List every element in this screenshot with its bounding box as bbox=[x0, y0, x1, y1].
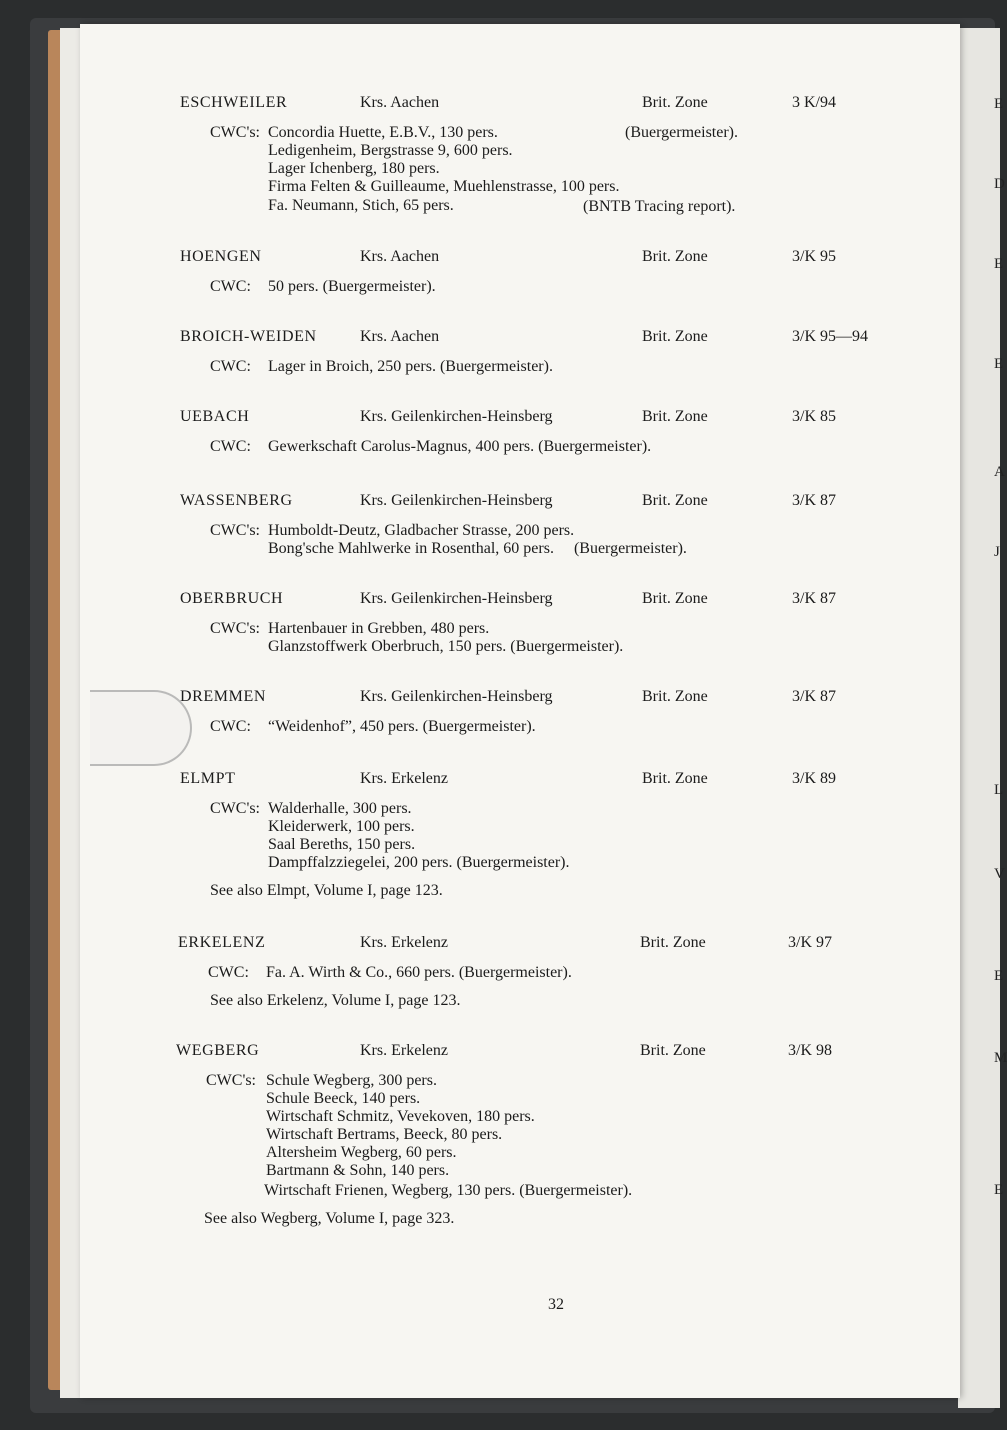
edge-letter: E bbox=[994, 256, 1004, 272]
grid-ref: 3/K 87 bbox=[792, 590, 836, 607]
town-name: BROICH-WEIDEN bbox=[180, 328, 317, 345]
zone: Brit. Zone bbox=[642, 328, 708, 345]
edge-letter: L bbox=[994, 782, 1004, 798]
cwc-label: CWC: bbox=[210, 438, 251, 455]
grid-ref: 3/K 97 bbox=[788, 934, 832, 951]
camp-line: Schule Beeck, 140 pers. bbox=[266, 1090, 421, 1107]
town-name: UEBACH bbox=[180, 408, 250, 425]
grid-ref: 3/K 89 bbox=[792, 770, 836, 787]
camp-line: Altersheim Wegberg, 60 pers. bbox=[266, 1144, 457, 1161]
zone: Brit. Zone bbox=[642, 94, 708, 111]
entry-hoengen bbox=[80, 248, 960, 295]
camp-line: Firma Felten & Guilleaume, Muehlenstrasse, 100 pers. bbox=[268, 178, 620, 195]
grid-ref: 3/K 87 bbox=[792, 492, 836, 509]
cwc-label: CWC: bbox=[208, 964, 249, 981]
camp-line: Gewerkschaft Carolus-Magnus, 400 pers. (Buergermeister). bbox=[268, 438, 652, 455]
zone: Brit. Zone bbox=[642, 408, 708, 425]
entry-wassenberg bbox=[80, 492, 960, 557]
grid-ref: 3/K 87 bbox=[792, 688, 836, 705]
zone: Brit. Zone bbox=[642, 770, 708, 787]
source-note: (Buergermeister). bbox=[625, 124, 738, 141]
camp-line: Wirtschaft Bertrams, Beeck, 80 pers. bbox=[266, 1126, 503, 1143]
camp-line: Walderhalle, 300 pers. bbox=[268, 800, 412, 817]
entry-dremmen bbox=[80, 688, 960, 735]
entry-wegberg bbox=[80, 1042, 960, 1227]
cwc-label: CWC's: bbox=[206, 1072, 256, 1089]
grid-ref: 3/K 98 bbox=[788, 1042, 832, 1059]
kreis: Krs. Aachen bbox=[360, 94, 440, 111]
paper-clip bbox=[90, 690, 192, 766]
document-page bbox=[80, 24, 960, 1398]
camp-line: Hartenbauer in Grebben, 480 pers. bbox=[268, 620, 490, 637]
zone: Brit. Zone bbox=[640, 934, 706, 951]
camp-line: Lager Ichenberg, 180 pers. bbox=[268, 160, 440, 177]
camp-line: “Weidenhof”, 450 pers. (Buergermeister). bbox=[268, 718, 536, 735]
entry-oberbruch bbox=[80, 590, 960, 655]
town-name: OBERBRUCH bbox=[180, 590, 284, 607]
camp-line: Ledigenheim, Bergstrasse 9, 600 pers. bbox=[268, 142, 513, 159]
entry-elmpt bbox=[80, 770, 960, 899]
zone: Brit. Zone bbox=[642, 688, 708, 705]
kreis: Krs. Geilenkirchen-Heinsberg bbox=[360, 408, 553, 425]
cwc-label: CWC's: bbox=[210, 124, 260, 141]
camp-line: Glanzstoffwerk Oberbruch, 150 pers. (Buergermeister). bbox=[268, 638, 624, 655]
entry-broich-weiden bbox=[80, 328, 960, 375]
town-name: WASSENBERG bbox=[180, 492, 293, 509]
edge-letter: E bbox=[994, 968, 1004, 984]
camp-line: Saal Bereths, 150 pers. bbox=[268, 836, 416, 853]
entry-erkelenz bbox=[80, 934, 960, 1009]
grid-ref: 3/K 85 bbox=[792, 408, 836, 425]
source-note: (BNTB Tracing report). bbox=[583, 198, 736, 215]
town-name: ESCHWEILER bbox=[180, 94, 288, 111]
see-also: See also Elmpt, Volume I, page 123. bbox=[210, 882, 443, 899]
town-name: ERKELENZ bbox=[178, 934, 266, 951]
zone: Brit. Zone bbox=[642, 248, 708, 265]
entry-eschweiler bbox=[80, 94, 960, 215]
cwc-label: CWC: bbox=[210, 718, 251, 735]
kreis: Krs. Geilenkirchen-Heinsberg bbox=[360, 590, 553, 607]
cwc-label: CWC: bbox=[210, 358, 251, 375]
cwc-label: CWC's: bbox=[210, 800, 260, 817]
camp-line: Wirtschaft Frienen, Wegberg, 130 pers. (Buergermeister). bbox=[264, 1182, 633, 1199]
town-name: WEGBERG bbox=[176, 1042, 260, 1059]
camp-line: Kleiderwerk, 100 pers. bbox=[268, 818, 415, 835]
edge-letter: D bbox=[994, 176, 1005, 192]
camp-line: Fa. Neumann, Stich, 65 pers. bbox=[268, 197, 454, 214]
kreis: Krs. Erkelenz bbox=[360, 770, 448, 787]
camp-line: 50 pers. (Buergermeister). bbox=[268, 278, 436, 295]
grid-ref: 3/K 95 bbox=[792, 248, 836, 265]
kreis: Krs. Aachen bbox=[360, 248, 440, 265]
camp-line: Bong'sche Mahlwerke in Rosenthal, 60 pers. (Buergermeister). bbox=[268, 540, 687, 557]
cwc-label: CWC's: bbox=[210, 620, 260, 637]
zone: Brit. Zone bbox=[642, 492, 708, 509]
grid-ref: 3/K 95—94 bbox=[792, 328, 868, 345]
kreis: Krs. Geilenkirchen-Heinsberg bbox=[360, 688, 553, 705]
adjacent-page-edge bbox=[958, 28, 1000, 1408]
town-name: ELMPT bbox=[180, 770, 236, 787]
zone: Brit. Zone bbox=[642, 590, 708, 607]
grid-ref: 3 K/94 bbox=[792, 94, 836, 111]
kreis: Krs. Aachen bbox=[360, 328, 440, 345]
cwc-label: CWC's: bbox=[210, 522, 260, 539]
edge-letter: E bbox=[994, 1182, 1004, 1198]
zone: Brit. Zone bbox=[640, 1042, 706, 1059]
town-name: DREMMEN bbox=[180, 688, 266, 705]
camp-line: Wirtschaft Schmitz, Vevekoven, 180 pers. bbox=[266, 1108, 535, 1125]
camp-line: Schule Wegberg, 300 pers. bbox=[266, 1072, 437, 1089]
camp-line: Concordia Huette, E.B.V., 130 pers. bbox=[268, 124, 498, 141]
see-also: See also Wegberg, Volume I, page 323. bbox=[204, 1210, 455, 1227]
camp-line: Bartmann & Sohn, 140 pers. bbox=[266, 1162, 450, 1179]
camp-line: Humboldt-Deutz, Gladbacher Strasse, 200 pers. bbox=[268, 522, 575, 539]
edge-letter: E bbox=[994, 96, 1004, 112]
kreis: Krs. Geilenkirchen-Heinsberg bbox=[360, 492, 553, 509]
entry-uebach bbox=[80, 408, 960, 455]
kreis: Krs. Erkelenz bbox=[360, 1042, 448, 1059]
town-name: HOENGEN bbox=[180, 248, 262, 265]
edge-letter: E bbox=[994, 356, 1004, 372]
edge-letter: J bbox=[994, 544, 1000, 560]
page-number: 32 bbox=[548, 1296, 564, 1313]
edge-letter: V bbox=[994, 866, 1005, 882]
edge-letter: M bbox=[994, 1050, 1007, 1066]
see-also: See also Erkelenz, Volume I, page 123. bbox=[210, 992, 461, 1009]
camp-line: Dampffalzziegelei, 200 pers. (Buergermeister). bbox=[268, 854, 570, 871]
camp-line: Lager in Broich, 250 pers. (Buergermeister). bbox=[268, 358, 553, 375]
cwc-label: CWC: bbox=[210, 278, 251, 295]
kreis: Krs. Erkelenz bbox=[360, 934, 448, 951]
edge-letter: A bbox=[994, 464, 1005, 480]
camp-line: Fa. A. Wirth & Co., 660 pers. (Buergermeister). bbox=[266, 964, 572, 981]
